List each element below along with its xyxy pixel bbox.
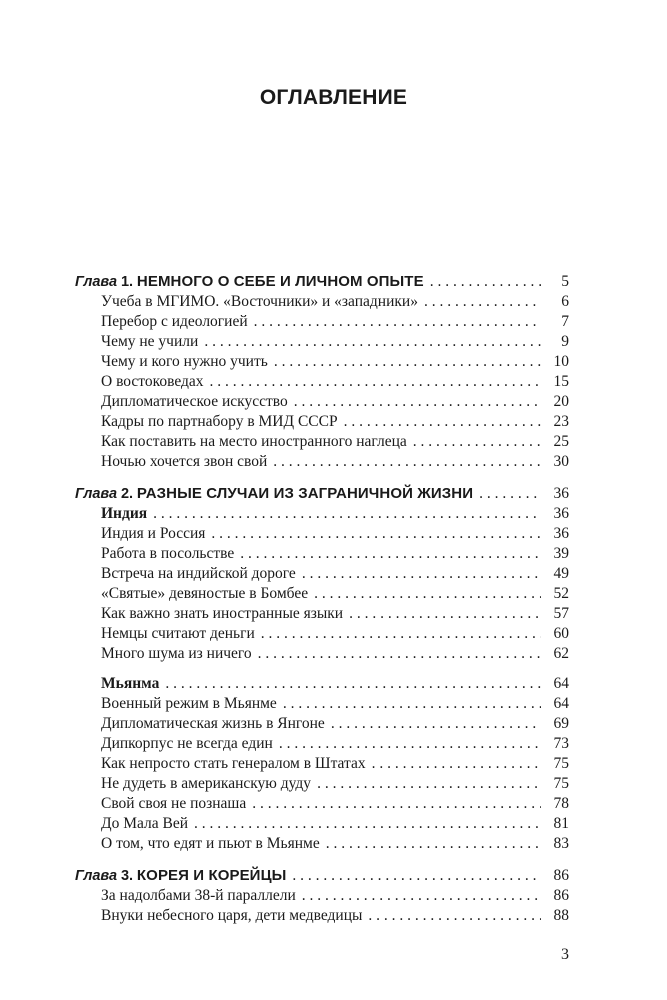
- chapter-number: 1.: [120, 274, 134, 290]
- page-ref: 23: [553, 413, 569, 430]
- leader-dots: [430, 272, 541, 292]
- page-ref: 9: [561, 333, 569, 350]
- toc-item-text: Ночью хочется звон свой: [101, 453, 268, 470]
- toc-item[interactable]: [101, 564, 569, 584]
- chapter-title: НЕМНОГО О СЕБЕ И ЛИЧНОМ ОПЫТЕ: [136, 273, 424, 290]
- chapter-number: 2.: [120, 486, 134, 502]
- toc-chapter-1[interactable]: [75, 272, 569, 292]
- leader-dots: [261, 624, 541, 644]
- toc-item-text: О том, что едят и пьют в Мьянме: [101, 835, 320, 852]
- toc-item[interactable]: [101, 392, 569, 412]
- page-ref: 60: [553, 625, 569, 642]
- toc-item[interactable]: [101, 714, 569, 734]
- toc-item-text: Кадры по партнабору в МИД СССР: [101, 413, 338, 430]
- toc-item-text: Как поставить на место иностранного наглеца: [101, 433, 407, 450]
- page-ref: 75: [553, 775, 569, 792]
- toc-item[interactable]: [101, 584, 569, 604]
- page-ref: 10: [553, 353, 569, 370]
- toc-item-text: Военный режим в Мьянме: [101, 695, 277, 712]
- leader-dots: [153, 504, 541, 524]
- toc-item[interactable]: [101, 886, 569, 906]
- page-ref: 7: [561, 313, 569, 330]
- page-ref: 73: [553, 735, 569, 752]
- chapter-title: КОРЕЯ И КОРЕЙЦЫ: [136, 867, 287, 884]
- toc-item-text: Дипкорпус не всегда един: [101, 735, 273, 752]
- leader-dots: [479, 484, 541, 504]
- toc-item[interactable]: [101, 906, 569, 926]
- chapter-title: РАЗНЫЕ СЛУЧАИ ИЗ ЗАГРАНИЧНОЙ ЖИЗНИ: [136, 485, 474, 502]
- toc-item-text: Внуки небесного царя, дети медведицы: [101, 907, 363, 924]
- chapter-label: Глава: [75, 274, 118, 290]
- toc-item[interactable]: [101, 544, 569, 564]
- section-head-text: Индия: [101, 505, 148, 522]
- toc-item-text: Много шума из ничего: [101, 645, 252, 662]
- leader-dots: [258, 644, 541, 664]
- toc-item[interactable]: [101, 452, 569, 472]
- page-ref: 15: [553, 373, 569, 390]
- leader-dots: [254, 312, 541, 332]
- toc-item[interactable]: [101, 834, 569, 854]
- toc-item-text: Дипломатическая жизнь в Янгоне: [101, 715, 325, 732]
- leader-dots: [413, 432, 541, 452]
- leader-dots: [283, 694, 541, 714]
- leader-dots: [368, 906, 541, 926]
- page-ref: 64: [553, 695, 569, 712]
- page-ref: 36: [553, 525, 569, 542]
- leader-dots: [194, 814, 541, 834]
- toc-item[interactable]: [101, 352, 569, 372]
- toc-item-text: За надолбами 38-й параллели: [101, 887, 296, 904]
- toc-chapter-3[interactable]: [75, 866, 569, 886]
- page-ref: 20: [553, 393, 569, 410]
- leader-dots: [204, 332, 541, 352]
- leader-dots: [294, 392, 541, 412]
- page-ref: 30: [553, 453, 569, 470]
- page-ref: 83: [553, 835, 569, 852]
- toc-item[interactable]: [101, 432, 569, 452]
- page-ref: 52: [553, 585, 569, 602]
- toc-item[interactable]: [101, 292, 569, 312]
- toc-item-text: Дипломатическое искусство: [101, 393, 288, 410]
- toc-item-text: Как важно знать иностранные языки: [101, 605, 344, 622]
- page-ref: 88: [553, 907, 569, 924]
- leader-dots: [165, 674, 541, 694]
- leader-dots: [372, 754, 541, 774]
- page-ref: 36: [553, 485, 569, 502]
- leader-dots: [211, 524, 541, 544]
- toc-chapter-2[interactable]: [75, 484, 569, 504]
- page-ref: 86: [553, 887, 569, 904]
- toc-item[interactable]: [101, 524, 569, 544]
- page-number: 3: [561, 946, 569, 963]
- leader-dots: [279, 734, 541, 754]
- leader-dots: [424, 292, 541, 312]
- leader-dots: [252, 794, 541, 814]
- chapter-number: 3.: [120, 868, 134, 884]
- toc-item[interactable]: [101, 624, 569, 644]
- toc-item-text: Перебор с идеологией: [101, 313, 248, 330]
- toc-item[interactable]: [101, 604, 569, 624]
- page-ref: 25: [553, 433, 569, 450]
- toc-item-text: Как непросто стать генералом в Штатах: [101, 755, 366, 772]
- page-ref: 5: [561, 273, 569, 290]
- page-ref: 36: [553, 505, 569, 522]
- toc-section-myanmar[interactable]: [101, 674, 569, 694]
- toc-item-text: Не дудеть в американскую дуду: [101, 775, 312, 792]
- page-ref: 49: [553, 565, 569, 582]
- page-ref: 86: [553, 867, 569, 884]
- toc-item-text: Работа в посольстве: [101, 545, 235, 562]
- page-ref: 62: [553, 645, 569, 662]
- toc-item-text: О востоковедах: [101, 373, 204, 390]
- leader-dots: [349, 604, 541, 624]
- leader-dots: [274, 352, 541, 372]
- toc-section-india[interactable]: [101, 504, 569, 524]
- toc-item[interactable]: [101, 312, 569, 332]
- page-ref: 78: [553, 795, 569, 812]
- toc-item-text: Индия и Россия: [101, 525, 206, 542]
- toc-item[interactable]: [101, 372, 569, 392]
- leader-dots: [210, 372, 541, 392]
- toc-item-text: «Святые» девяностые в Бомбее: [101, 585, 309, 602]
- page-ref: 69: [553, 715, 569, 732]
- toc-item[interactable]: [101, 814, 569, 834]
- page-ref: 64: [553, 675, 569, 692]
- toc-item-text: Чему и кого нужно учить: [101, 353, 268, 370]
- toc-item-text: Учеба в МГИМО. «Восточники» и «западники»: [101, 293, 418, 310]
- toc-item-text: Свой своя не познаша: [101, 795, 247, 812]
- leader-dots: [292, 866, 541, 886]
- leader-dots: [317, 774, 541, 794]
- leader-dots: [240, 544, 541, 564]
- page-ref: 57: [553, 605, 569, 622]
- toc-item-text: Чему не учили: [101, 333, 199, 350]
- toc-item-text: До Мала Вей: [101, 815, 188, 832]
- toc-item[interactable]: [101, 774, 569, 794]
- page-ref: 81: [553, 815, 569, 832]
- toc-item-text: Немцы считают деньги: [101, 625, 255, 642]
- toc-item[interactable]: [101, 644, 569, 664]
- toc-item[interactable]: [101, 694, 569, 714]
- leader-dots: [344, 412, 541, 432]
- leader-dots: [326, 834, 541, 854]
- leader-dots: [273, 452, 541, 472]
- page-title: ОГЛАВЛЕНИЕ: [259, 86, 408, 109]
- page-ref: 75: [553, 755, 569, 772]
- toc-item[interactable]: [101, 754, 569, 774]
- toc-item[interactable]: [101, 412, 569, 432]
- chapter-label: Глава: [75, 486, 118, 502]
- leader-dots: [302, 564, 541, 584]
- page-ref: 39: [553, 545, 569, 562]
- toc-item-text: Встреча на индийской дороге: [101, 565, 296, 582]
- chapter-label: Глава: [75, 868, 118, 884]
- toc-item[interactable]: [101, 332, 569, 352]
- toc-item[interactable]: [101, 734, 569, 754]
- leader-dots: [314, 584, 541, 604]
- page-ref: 6: [561, 293, 569, 310]
- section-head-text: Мьянма: [101, 675, 160, 692]
- toc-item[interactable]: [101, 794, 569, 814]
- leader-dots: [302, 886, 541, 906]
- leader-dots: [331, 714, 541, 734]
